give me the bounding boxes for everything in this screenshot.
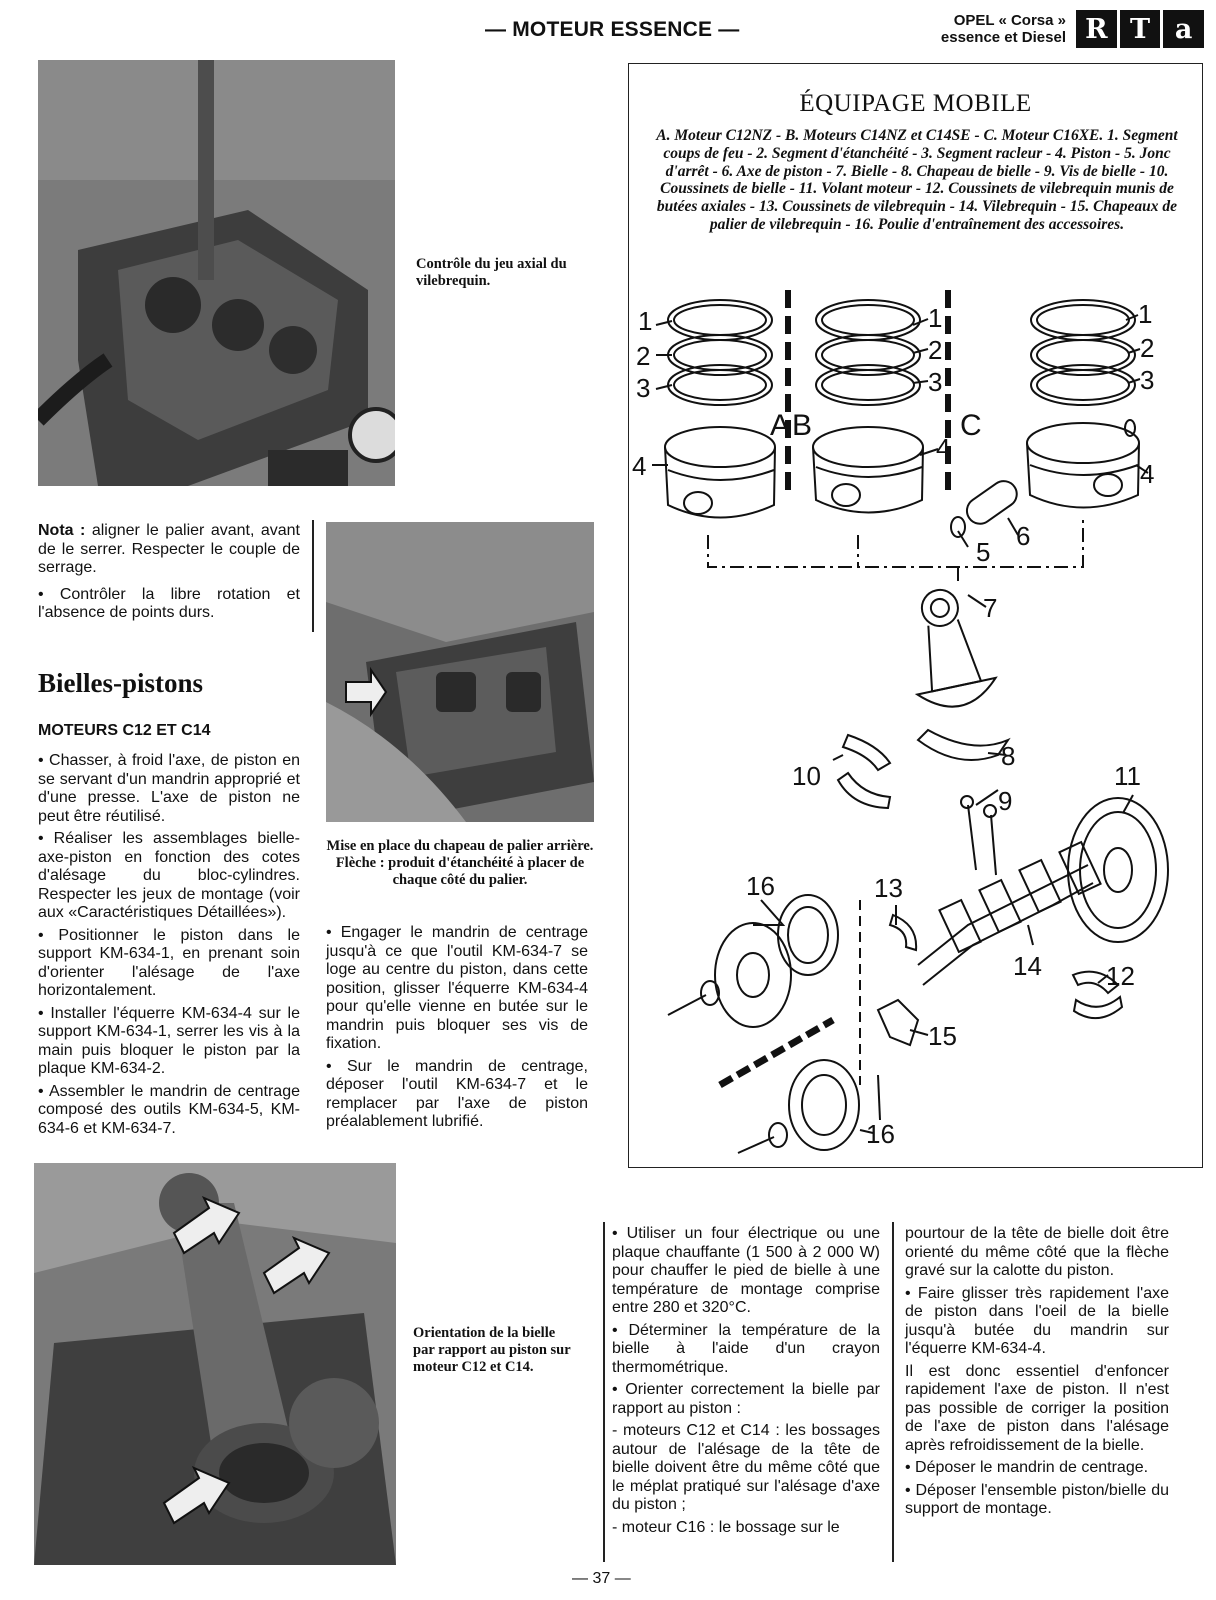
- paragraph: • Orienter correctement la bielle par rapport au piston :: [612, 1381, 880, 1417]
- paragraph: • Faire glisser très rapidement l'axe de piston dans l'oeil de la bielle jusqu'à butée du mandrin sur l'équerre KM-634-4.: [905, 1284, 1169, 1357]
- callout-number: 16: [866, 1119, 895, 1149]
- paragraph: - moteur C16 : le bossage sur le: [612, 1518, 840, 1536]
- paragraph: • Chasser, à froid l'axe, de piston en se servant d'un mandrin approprié et d'une presse. L'axe de piston ne peut être réutilisé.: [38, 752, 300, 825]
- callout-number: 9: [998, 786, 1013, 816]
- main-bearing: [890, 915, 916, 950]
- callout-number: 11: [1114, 761, 1141, 791]
- logo-letter-a: a: [1163, 10, 1204, 48]
- callout-number: 3: [928, 367, 943, 397]
- callout-number: 6: [1016, 521, 1031, 551]
- callout-number: 4: [632, 451, 647, 481]
- model-line-1: OPEL « Corsa »: [953, 12, 1066, 29]
- piston-a: [665, 427, 775, 518]
- main-bearing-cap: [878, 1000, 918, 1045]
- rod-cap: [918, 730, 1008, 760]
- paragraph: • Engager le mandrin de centrage jusqu'à ce que l'outil KM-634-7 se loge au centre du piston, dans cette position, glisser l'équerre KM-634-4 pour qu'elle vienne en butée sur le mandrin puis bloquer ses vis de fixation.: [326, 924, 588, 1052]
- left-column-body: [38, 752, 300, 1142]
- callout-number: 1: [928, 303, 943, 333]
- paragraph: • Déposer le mandrin de centrage.: [905, 1459, 1149, 1476]
- photo-crankshaft-axial-play: [38, 60, 395, 486]
- callout-number: 2: [928, 335, 943, 365]
- nota-paragraph: [38, 522, 300, 578]
- logo-letter-t: T: [1120, 10, 1161, 48]
- callout-number: 4: [1140, 459, 1155, 489]
- rod-bolt: [968, 805, 976, 870]
- nota-block: [38, 522, 300, 627]
- rta-logo: [1076, 10, 1204, 48]
- paragraph: • Déposer l'ensemble piston/bielle du support de montage.: [905, 1481, 1169, 1517]
- paragraph: Il est donc essentiel d'enfoncer rapidement l'axe de piston. Il n'est pas possible de corriger la position de l'axe de piston dans l'alésage après refroidissement de la bielle.: [905, 1362, 1169, 1454]
- callout-number: 12: [1106, 961, 1135, 991]
- piston-c: [1027, 423, 1139, 508]
- column-rule: [892, 1222, 894, 1562]
- diagram-legend: A. Moteur C12NZ - B. Moteurs C14NZ et C14SE - C. Moteur C16XE. 1. Segment coups de feu - 2. Segment d'étanchéité - 3. Segment racleur - 4. Piston - 5. Jonc d'arrêt - 6. Axe de piston - 7. Bielle - 8. Chapeau de bielle - 9. Vis de bielle - 10. Coussinets de bielle - 11. Volant moteur - 12. Coussinets de vilebrequin munis de butées axiales - 13. Coussinets de vilebrequin - 14. Vilebrequin - 15. Chapeaux de palier de vilebrequin - 16. Poulie d'entraînement des accessoires.: [656, 127, 1178, 233]
- bottom-column-1: [612, 1225, 880, 1541]
- exploded-view-diagram: [628, 285, 1203, 1165]
- group-label-c: C: [960, 409, 982, 442]
- logo-letter-r: R: [1076, 10, 1117, 48]
- callout-number: 8: [1001, 741, 1016, 771]
- paragraph: • Assembler le mandrin de centrage composé des outils KM-634-5, KM-634-6 et KM-634-7.: [38, 1082, 300, 1137]
- paragraph: • Positionner le piston dans le support KM-634-1, en prenant soin d'orienter l'alésage de l'axe horizontalement.: [38, 926, 300, 999]
- pulley-upper: [715, 895, 838, 1027]
- paragraph: • Installer l'équerre KM-634-4 sur le support KM-634-1, serrer les vis à la main puis bloquer le piston par la plaque KM-634-2.: [38, 1004, 300, 1077]
- bottom-column-2: [905, 1225, 1169, 1523]
- diagram-title: ÉQUIPAGE MOBILE: [799, 90, 1032, 117]
- photo-3-caption: Orientation de la bielle par rapport au piston sur moteur C12 et C14.: [413, 1325, 571, 1375]
- paragraph: - moteurs C12 et C14 : les bossages autour de l'alésage de la tête de bielle doivent être du même côté que le méplat pratiqué sur l'alésage d'axe du piston ;: [612, 1422, 880, 1513]
- photo-2-caption: Mise en place du chapeau de palier arrière. Flèche : produit d'étanchéité à placer de chaque côté du palier.: [326, 838, 594, 888]
- callout-number: 3: [636, 373, 651, 403]
- middle-column-body: [326, 924, 588, 1136]
- nota-label: Nota :: [38, 522, 86, 539]
- group-label-b: B: [792, 409, 813, 442]
- section-heading-bielles-pistons: Bielles-pistons: [38, 668, 204, 698]
- callout-number: 16: [746, 871, 775, 901]
- callout-number: 1: [638, 306, 653, 336]
- callout-number: 14: [1013, 951, 1042, 981]
- piston-pin: [962, 476, 1022, 529]
- paragraph: • Déterminer la température de la bielle à l'aide d'un crayon thermométrique.: [612, 1321, 880, 1376]
- piston-b: [813, 427, 923, 513]
- paragraph: pourtour de la tête de bielle doit être orienté du même côté que la flèche gravé sur la calotte du piston.: [905, 1225, 1169, 1279]
- callout-number: 15: [928, 1021, 957, 1051]
- callout-number: 5: [976, 537, 991, 567]
- check-paragraph: • Contrôler la libre rotation et l'absence de points durs.: [38, 585, 300, 621]
- callout-number: 2: [636, 341, 651, 371]
- page-number: — 37 —: [572, 1570, 631, 1587]
- flywheel: [1068, 798, 1168, 942]
- column-rule: [312, 520, 314, 632]
- section-title: — MOTEUR ESSENCE —: [485, 18, 740, 41]
- paragraph: • Sur le mandrin de centrage, déposer l'outil KM-634-7 et le remplacer par l'axe de piston préalablement lubrifié.: [326, 1057, 588, 1130]
- subheading-c12-c14: MOTEURS C12 ET C14: [38, 722, 211, 739]
- vehicle-model: [868, 12, 1066, 46]
- circlip: [951, 517, 965, 537]
- paragraph: • Utiliser un four électrique ou une plaque chauffante (1 500 à 2 000 W) pour chauffer le pied de bielle à une température de montage comprise entre 280 et 320°C.: [612, 1225, 880, 1316]
- photo-1-caption: Contrôle du jeu axial du vilebrequin.: [416, 256, 567, 289]
- column-rule: [603, 1222, 605, 1562]
- pulley-lower: [789, 1060, 859, 1150]
- callout-number: 13: [874, 873, 903, 903]
- photo-rear-bearing-cap: [326, 522, 594, 822]
- callout-number: 3: [1140, 365, 1155, 395]
- paragraph: • Réaliser les assemblages bielle-axe-piston en fonction des cotes d'alésage du bloc-cylindres. Respecter les jeux de montage (voir aux «Caractéristiques Détaillées»).: [38, 830, 300, 921]
- callout-number: 2: [1140, 333, 1155, 363]
- model-line-2: essence et Diesel: [940, 29, 1066, 46]
- rod-bearing-lower: [838, 773, 890, 808]
- callout-number: 7: [983, 593, 998, 623]
- photo-conrod-orientation: [34, 1163, 396, 1565]
- callout-number: 4: [936, 433, 951, 463]
- callout-number: 1: [1138, 299, 1153, 329]
- callout-number: 10: [792, 761, 821, 791]
- group-label-a: A: [770, 409, 791, 442]
- crankshaft: [918, 842, 1101, 985]
- nota-text: aligner le palier avant, avant de le serrer. Respecter le couple de serrage.: [38, 522, 300, 576]
- rod-bearing-upper: [843, 735, 890, 770]
